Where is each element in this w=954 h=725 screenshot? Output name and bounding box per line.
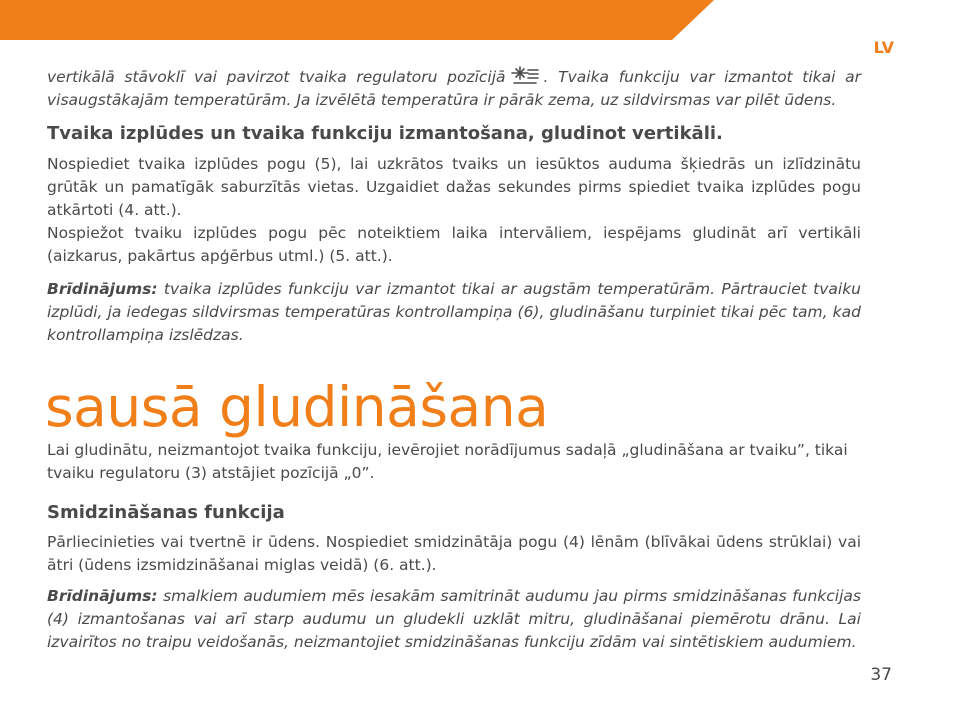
spray-warning-text: smalkiem audumiem mēs iesakām samitrināt audumu jau pirms smidzināšanas funkcijas (4) izmantošanas vai arī starp audumu un gludekli uzklāt mitru, gludināšanai piemērotu drānu. Lai izvairītos no traipu veidošanās, neizmantojiet smidzināšanas funkciju zīdām vai sintētiskiem audumiem.	[47, 587, 861, 651]
spray-warning	[47, 585, 861, 654]
steam-burst-icon	[510, 66, 540, 86]
spray-warning-label: Brīdinājums:	[47, 587, 158, 605]
steam-paragraph-1: Nospiediet tvaika izplūdes pogu (5), lai uzkrātos tvaiks un iesūktos auduma šķiedrās un izlīdzinātu grūtāk un pamatīgāk saburzītās vietas. Uzgaidiet dažas sekundes pirms spiediet tvaika izplūdes pogu atkārtoti (4. att.).	[47, 155, 861, 219]
header-orange-band	[0, 0, 954, 40]
dry-ironing-title: sausā gludināšana	[45, 375, 549, 439]
intro-text-part1: vertikālā stāvoklī vai pavirzot tvaika regulatoru pozīcijā	[47, 68, 506, 86]
page-number: 37	[870, 665, 892, 685]
steam-warning-label: Brīdinājums:	[47, 280, 158, 298]
intro-paragraph	[47, 66, 861, 112]
spray-section-heading: Smidzināšanas funkcija	[47, 502, 285, 523]
dry-ironing-paragraph: Lai gludinātu, neizmantojot tvaika funkciju, ievērojiet norādījumus sadaļā „gludināšana ar tvaiku”, tikai tvaiku regulatoru (3) atstājiet pozīcijā „0”.	[47, 441, 848, 482]
steam-warning-text: tvaika izplūdes funkciju var izmantot tikai ar augstām temperatūrām. Pārtrauciet tvaiku izplūdi, ja iedegas sildvirsmas temperatūras kontrollampiņa (6), gludināšanu turpiniet tikai pēc tam, kad kontrollampiņa izslēdzas.	[47, 280, 861, 344]
spray-paragraph: Pārliecinieties vai tvertnē ir ūdens. Nospiediet smidzinātāja pogu (4) lēnām (blīvākai ūdens strūklai) vai ātri (ūdens izsmidzināšanai miglas veidā) (6. att.).	[47, 533, 861, 574]
language-code: LV	[873, 38, 894, 57]
steam-section-heading: Tvaika izplūdes un tvaika funkciju izmantošana, gludinot vertikāli.	[47, 123, 723, 144]
steam-paragraph-2: Nospiežot tvaiku izplūdes pogu pēc noteiktiem laika intervāliem, iespējams gludināt arī vertikāli (aizkarus, pakārtus apģērbus utml.) (5. att.).	[47, 224, 861, 265]
intro-text-part2: . Tvaika funkciju var izmantot tikai ar visaugstākajām temperatūrām. Ja izvēlētā temperatūra ir pārāk zema, uz sildvirsmas var pilēt ūdens.	[47, 68, 861, 109]
steam-warning	[47, 278, 861, 347]
page-content	[47, 66, 861, 654]
